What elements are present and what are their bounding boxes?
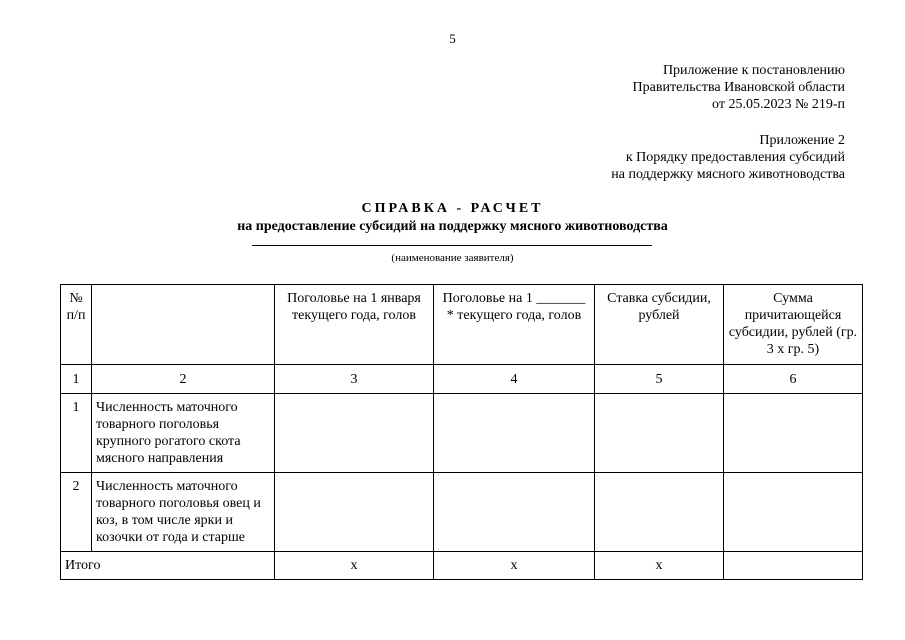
value-cell-livestock-jan[interactable] [275,473,434,552]
total-cell-rate: x [595,552,724,580]
column-number-cell: 3 [275,365,434,394]
column-number-cell: 5 [595,365,724,394]
column-number-cell: 2 [92,365,275,394]
header-cell-livestock-jan: Поголовье на 1 января текущего года, голов [275,285,434,365]
total-cell-livestock-date: x [434,552,595,580]
total-label-cell: Итого [61,552,275,580]
total-row [61,552,863,580]
row-name-cell: Численность маточного товарного поголовья овец и коз, в том числе ярки и козочки от года и старше [92,473,275,552]
page-number: 5 [449,31,456,46]
column-number-cell: 6 [724,365,863,394]
header-cell-rate: Ставка субсидии, рублей [595,285,724,365]
appendix-decree-line-2: Правительства Ивановской области [632,80,845,95]
appendix-procedure-line-1: Приложение 2 [759,133,845,148]
document-subtitle: на предоставление субсидий на поддержку мясного животноводства [237,219,668,234]
column-number-cell: 4 [434,365,595,394]
row-number-cell: 1 [61,394,92,473]
value-cell-rate[interactable] [595,394,724,473]
row-name-cell: Численность маточного товарного поголовья крупного рогатого скота мясного направления [92,394,275,473]
value-cell-amount[interactable] [724,394,863,473]
column-number-row [61,365,863,394]
calculation-table [60,284,863,580]
header-cell-livestock-date: Поголовье на 1 _______ * текущего года, голов [434,285,595,365]
column-number-cell: 1 [61,365,92,394]
appendix-procedure-line-2: к Порядку предоставления субсидий [625,150,845,165]
header-cell-number: № п/п [61,285,92,365]
table-row [61,473,863,552]
appendix-decree-line-1: Приложение к постановлению [662,63,845,78]
table-header-row [61,285,863,365]
value-cell-livestock-jan[interactable] [275,394,434,473]
value-cell-livestock-date[interactable] [434,473,595,552]
appendix-procedure-line-3: на поддержку мясного животноводства [611,167,845,182]
appendix-decree-line-3: от 25.05.2023 № 219-п [712,97,845,112]
value-cell-rate[interactable] [595,473,724,552]
applicant-name-line [252,245,652,246]
value-cell-livestock-date[interactable] [434,394,595,473]
total-cell-amount[interactable] [724,552,863,580]
document-title: СПРАВКА - РАСЧЕТ [361,201,544,216]
header-cell-name [92,285,275,365]
total-cell-livestock-jan: x [275,552,434,580]
value-cell-amount[interactable] [724,473,863,552]
appendix-header-decree [633,62,845,113]
applicant-name-caption: (наименование заявителя) [391,252,514,264]
header-cell-amount: Сумма причитающейся субсидии, рублей (гр. 3 х гр. 5) [724,285,863,365]
table-row [61,394,863,473]
appendix-header-procedure [611,132,845,183]
row-number-cell: 2 [61,473,92,552]
